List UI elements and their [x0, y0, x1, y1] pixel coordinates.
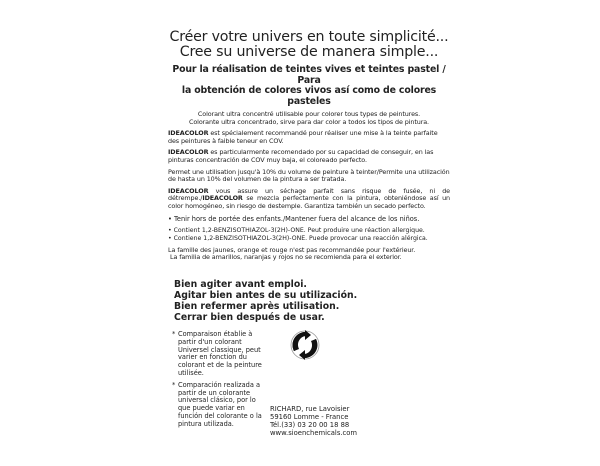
- usage-instructions: [174, 279, 357, 323]
- drying-es-text: se mezcla perfectamente con la pintura, obteniéndose así un color homogéneo, sin riesgo de destemple. Garantiza también un secado perfecto.: [168, 194, 450, 210]
- footnotes: [172, 331, 267, 429]
- title-fr: Créer votre univers en toute simplicité...: [169, 29, 449, 45]
- colorant-es: Colorante ultra concentrado, sirve para dar color a todos los tipos de pintura.: [189, 117, 429, 126]
- allergen-fr: • Contient 1,2-BENZISOTHIAZOL-3(2H)-ONE. Peut produire une réaction allergique.: [168, 226, 425, 234]
- address-line: 59160 Lomme - France: [270, 413, 349, 421]
- product-label: [168, 30, 450, 262]
- instruction: Bien agiter avant emploi.: [174, 279, 307, 290]
- cov-es-paragraph: [168, 149, 450, 164]
- usage-paragraph: Permet une utilisation jusqu'à 10% du volume de peinture à teinter/Permite una utilización de hasta un 10% del volumen de la pintura a ser tratada.: [168, 167, 450, 184]
- footnote-es: * Comparación realizada a partir de un colorante universal clásico, por lo que puede variar en función del colorante o la pintura utilizada.: [172, 382, 267, 429]
- subtitle: [168, 65, 450, 107]
- children-warning: • Tenir hors de portée des enfants./Mantener fuera del alcance de los niños.: [168, 214, 420, 223]
- manufacturer-address: [270, 405, 357, 437]
- allergen-es: • Contiene 1,2-BENZISOTHIAZOL-3(2H)-ONE. Puede provocar una reacción alérgica.: [168, 234, 428, 242]
- instruction: Bien refermer après utilisation.: [174, 301, 340, 312]
- footnote-fr: * Comparaison établie à partir d'un colorant Universel classique, peut varier en fonction du colorant et de la peinture utilisée.: [172, 331, 267, 378]
- subtitle-line-1: Pour la réalisation de teintes vives et teintes pastel / Para: [172, 64, 446, 86]
- green-dot-recycling-icon: [290, 330, 320, 360]
- instruction: Cerrar bien después de usar.: [174, 312, 325, 323]
- brand-name: IDEACOLOR: [202, 194, 243, 203]
- subtitle-line-2: la obtención de colores vivos así como de colores pasteles: [181, 85, 437, 107]
- title-es: Cree su universe de manera simple...: [179, 44, 439, 60]
- allergen-warnings: [168, 227, 450, 243]
- instruction: Agitar bien antes de su utilización.: [174, 290, 358, 301]
- brand-name: IDEACOLOR: [168, 129, 209, 138]
- colorant-description: [168, 111, 450, 126]
- cov-es-text: es particularmente recomendado por su capacidad de conseguir, en las pinturas concentración de COV muy baja, el coloreado perfecto.: [168, 148, 434, 164]
- address-phone: Tél.(33) 03 20 00 18 88: [270, 421, 350, 429]
- address-website: www.sioenchemicals.com: [270, 429, 358, 437]
- exterior-es: La familia de amarillos, naranjas y rojos no se recomienda para el exterior.: [170, 253, 402, 262]
- cov-fr-paragraph: [168, 130, 450, 145]
- exterior-fr: La famille des jaunes, orange et rouge n'est pas recommandée pour l'extérieur.: [168, 245, 416, 254]
- exterior-note: [168, 247, 450, 262]
- cov-fr-text: est spécialement recommandé pour réaliser une mise à la teinte parfaite des peintures à faible teneur en COV.: [168, 129, 438, 145]
- colorant-fr: Colorant ultra concentré utilisable pour colorer tous types de peintures.: [197, 110, 421, 118]
- brand-name: IDEACOLOR: [168, 186, 209, 195]
- drying-paragraph: [168, 188, 450, 211]
- drying-fr-text: vous assure un séchage parfait sans risque de fusée, ni de détrempe./: [168, 186, 450, 203]
- address-line: RICHARD, rue Lavoisier: [270, 405, 350, 413]
- brand-name: IDEACOLOR: [168, 148, 209, 157]
